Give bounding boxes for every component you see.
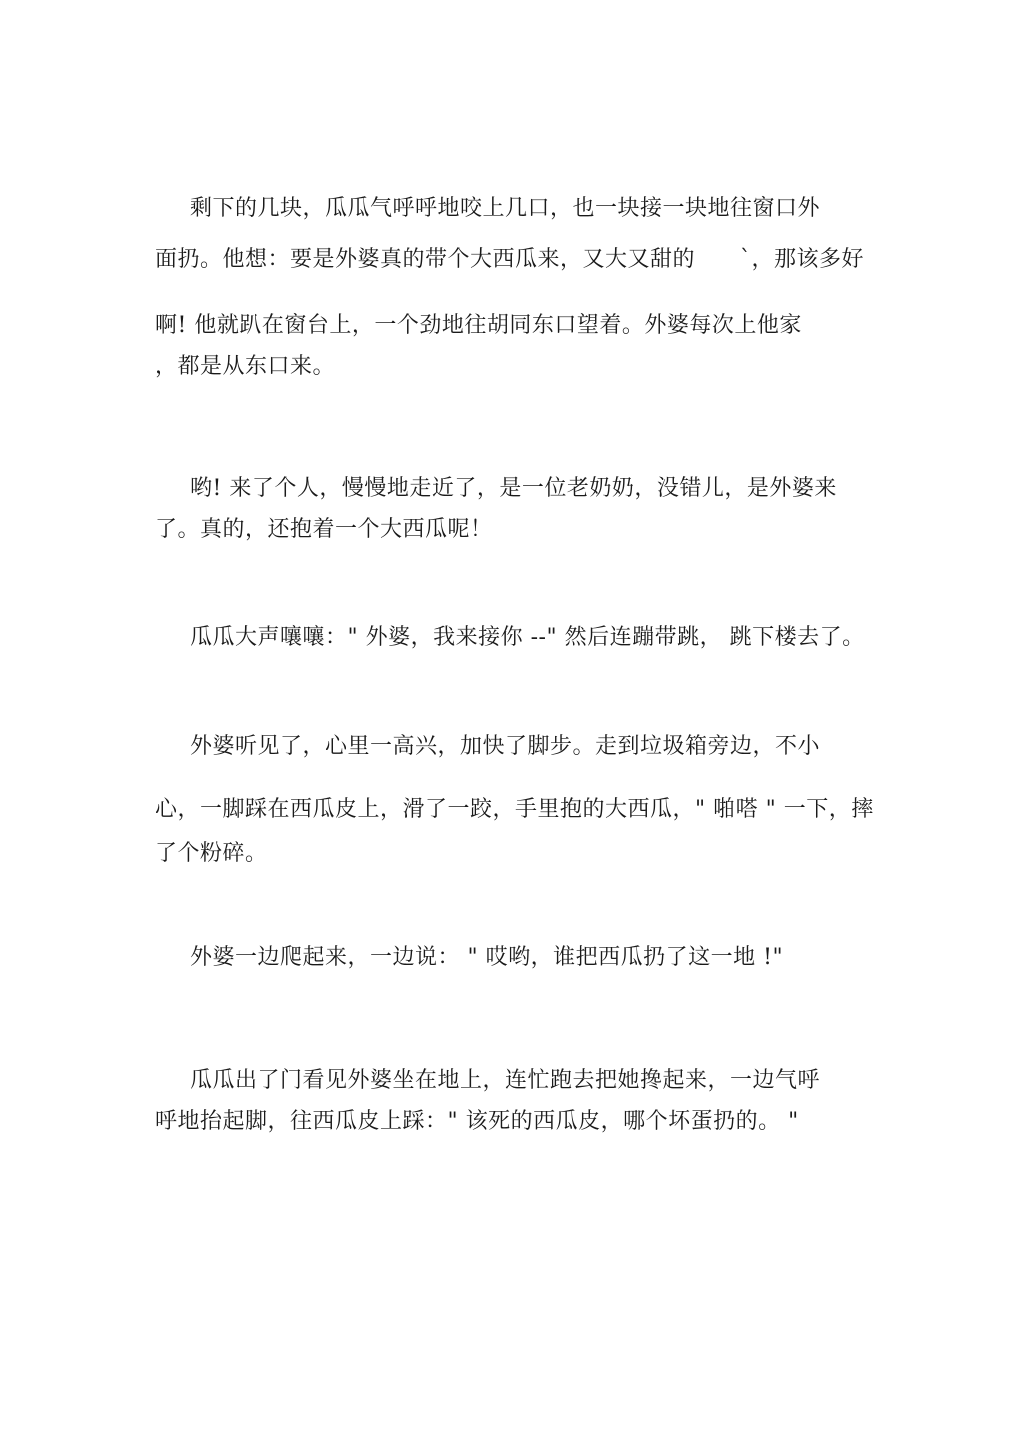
paragraph-1-line-1: 剩下的几块，瓜瓜气呼呼地咬上几口，也一块接一块地往窗口外 bbox=[190, 196, 821, 221]
paragraph-6-line-1: 瓜瓜出了门看见外婆坐在地上，连忙跑去把她搀起来，一边气呼 bbox=[190, 1068, 821, 1093]
paragraph-6-line-2: 呼地抬起脚，往西瓜皮上踩：" 该死的西瓜皮，哪个坏蛋扔的。 " bbox=[155, 1109, 799, 1134]
paragraph-5-line-1: 外婆一边爬起来，一边说： " 哎哟，谁把西瓜扔了这一地 !" bbox=[190, 945, 784, 970]
paragraph-4-line-3: 了个粉碎。 bbox=[155, 841, 268, 866]
paragraph-2-line-2: 了。真的，还抱着一个大西瓜呢！ bbox=[155, 517, 493, 542]
paragraph-2-line-1: 哟! 来了个人，慢慢地走近了，是一位老奶奶，没错儿，是外婆来 bbox=[190, 476, 837, 501]
paragraph-3-line-1: 瓜瓜大声嚷嚷：" 外婆，我来接你 --" 然后连蹦带跳， 跳下楼去了。 bbox=[190, 625, 865, 650]
paragraph-1-line-4: ，都是从东口来。 bbox=[155, 354, 336, 379]
paragraph-1-line-3: 啊! 他就趴在窗台上，一个劲地往胡同东口望着。外婆每次上他家 bbox=[155, 313, 802, 338]
paragraph-1-line-2: 面扔。他想：要是外婆真的带个大西瓜来，又大又甜的 `，那该多好 bbox=[155, 247, 865, 272]
paragraph-4-line-2: 心，一脚踩在西瓜皮上，滑了一跤，手里抱的大西瓜，" 啪嗒 " 一下，摔 bbox=[155, 797, 874, 822]
paragraph-4-line-1: 外婆听见了，心里一高兴，加快了脚步。走到垃圾箱旁边，不小 bbox=[190, 734, 821, 759]
